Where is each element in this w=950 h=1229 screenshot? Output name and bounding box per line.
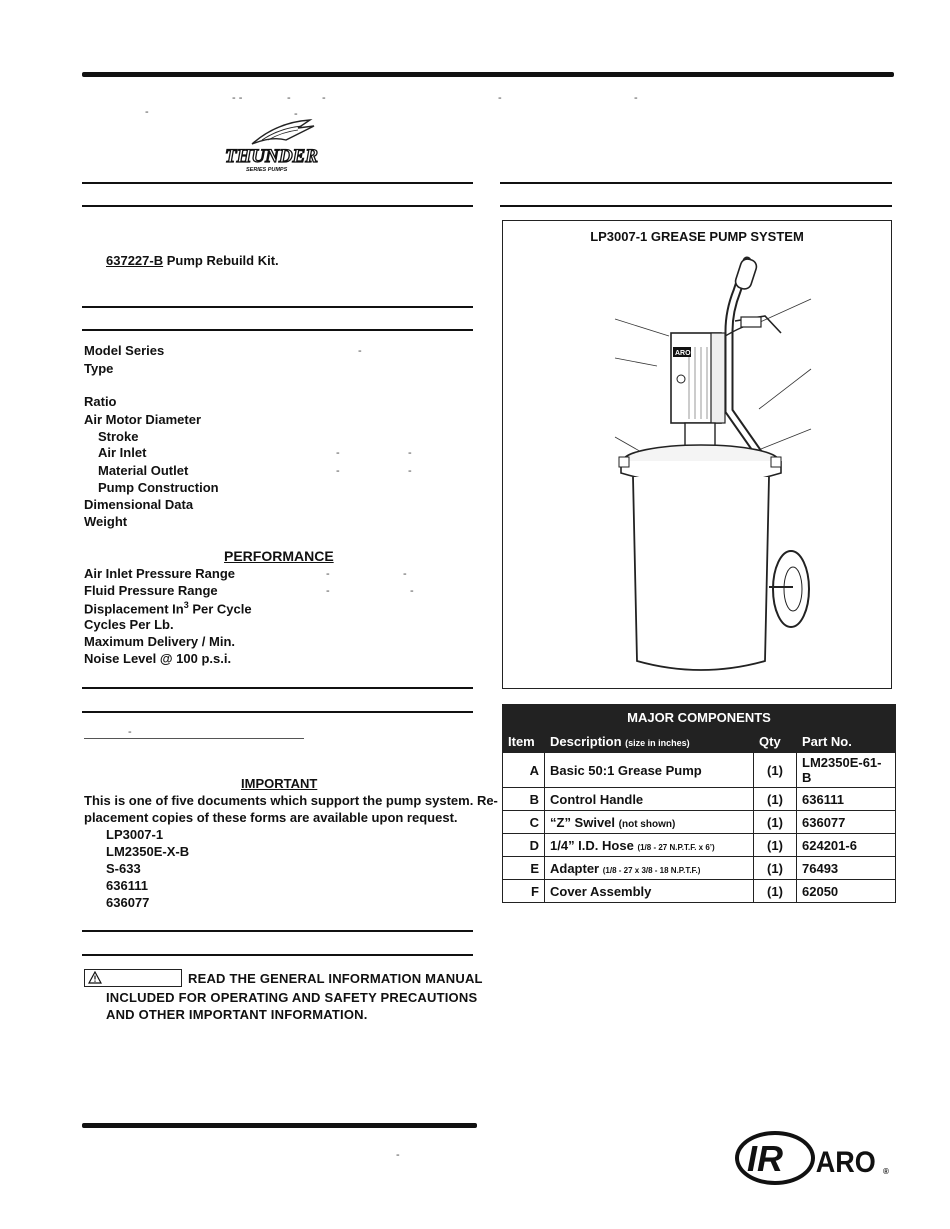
pump-brand-label: ARO: [675, 350, 691, 357]
table-row: [503, 811, 896, 834]
section-rule: [82, 930, 473, 932]
cell-description: [545, 788, 754, 811]
perf-label-part: Per Cycle: [188, 601, 252, 617]
section-rule: [500, 182, 892, 184]
section-rule: [82, 954, 473, 956]
perf-dash: -: [326, 585, 330, 597]
related-mark: -: [128, 726, 132, 738]
header-mark: - -: [232, 92, 243, 104]
header-mark: -: [634, 92, 638, 104]
table-caption: MAJOR COMPONENTS: [503, 705, 896, 730]
warning-box: [84, 969, 182, 987]
spec-label: Ratio: [84, 394, 117, 409]
header-mark: -: [294, 108, 298, 120]
cell-part: 62050: [797, 880, 896, 903]
cell-description: [545, 753, 754, 788]
cell-description: [545, 834, 754, 857]
col-header-item: Item: [503, 730, 545, 753]
cell-qty: (1): [754, 857, 797, 880]
header-mark: -: [287, 92, 291, 104]
cell-part: 76493: [797, 857, 896, 880]
ir-aro-logo: [733, 1128, 893, 1188]
header-mark: -: [322, 92, 326, 104]
cell-description: [545, 880, 754, 903]
col-header-description-text: Description: [550, 733, 622, 749]
section-rule: [82, 205, 473, 207]
cell-description-text: 1/4” I.D. Hose: [550, 837, 634, 853]
document-item: 636077: [106, 895, 150, 910]
warning-triangle-icon: [88, 971, 102, 984]
table-row: [503, 753, 896, 788]
col-header-description: [545, 730, 754, 753]
cell-item: A: [503, 753, 545, 788]
cell-description-text: “Z” Swivel: [550, 814, 616, 830]
perf-label: Noise Level @ 100 p.s.i.: [84, 651, 232, 666]
spec-dash: -: [336, 465, 340, 477]
section-rule: [82, 306, 473, 308]
perf-label: Air Inlet Pressure Range: [84, 566, 235, 581]
perf-label-part: Displacement In: [84, 601, 184, 617]
ir-mark: IR: [747, 1138, 783, 1179]
important-heading: IMPORTANT: [241, 776, 318, 791]
figure-title: LP3007-1 GREASE PUMP SYSTEM: [590, 229, 804, 244]
spec-label: Weight: [84, 514, 128, 529]
kit-text: Pump Rebuild Kit.: [163, 253, 279, 268]
col-header-part: Part No.: [797, 730, 896, 753]
col-header-description-note: (size in inches): [625, 737, 690, 748]
cell-qty: (1): [754, 880, 797, 903]
perf-label: Fluid Pressure Range: [84, 583, 218, 598]
table-row: [503, 857, 896, 880]
cell-item: E: [503, 857, 545, 880]
spec-label: Air Inlet: [98, 445, 147, 460]
table-row: [503, 880, 896, 903]
section-rule: [500, 205, 892, 207]
col-header-qty: Qty: [754, 730, 797, 753]
spec-dash: -: [408, 447, 412, 459]
aro-mark: ARO: [815, 1145, 876, 1180]
table-header-row: [503, 730, 896, 753]
cell-description: [545, 857, 754, 880]
related-underline: [84, 738, 304, 739]
perf-label: Maximum Delivery / Min.: [84, 634, 235, 649]
header-mark: -: [498, 92, 502, 104]
spec-label: Air Motor Diameter: [84, 412, 202, 427]
cell-description-text: Cover Assembly: [550, 883, 652, 899]
cell-part: LM2350E-61-B: [797, 753, 896, 788]
cell-part: 636111: [797, 788, 896, 811]
spec-label: Material Outlet: [98, 463, 189, 478]
thunder-subtitle: SERIES PUMPS: [246, 167, 288, 173]
perf-label-sup: 3: [183, 600, 189, 610]
cell-item: C: [503, 811, 545, 834]
table-row: [503, 788, 896, 811]
important-text: This is one of five documents which support the pump system. Re-: [84, 793, 498, 808]
spec-dash: -: [408, 465, 412, 477]
cell-item: D: [503, 834, 545, 857]
cell-qty: (1): [754, 753, 797, 788]
cell-part: 624201-6: [797, 834, 896, 857]
footer-rule: [82, 1123, 477, 1128]
document-item: LM2350E-X-B: [106, 844, 190, 859]
warning-text: INCLUDED FOR OPERATING AND SAFETY PRECAUTIONS: [106, 990, 478, 1005]
pump-system-figure: [502, 220, 892, 689]
section-rule: [82, 687, 473, 689]
warning-text: READ THE GENERAL INFORMATION MANUAL: [188, 971, 483, 986]
header-mark: -: [145, 106, 149, 118]
important-text: placement copies of these forms are available upon request.: [84, 810, 458, 825]
document-item: LP3007-1: [106, 827, 164, 842]
grease-pump-illustration: [503, 221, 891, 688]
section-rule: [82, 182, 473, 184]
spec-dash: -: [358, 345, 362, 357]
thunder-series-logo: [222, 118, 332, 174]
header-rule: [82, 72, 894, 77]
cell-description-note: (not shown): [618, 818, 676, 830]
kit-part-link[interactable]: 637227-B: [106, 253, 164, 268]
cell-item: B: [503, 788, 545, 811]
perf-label: Cycles Per Lb.: [84, 617, 174, 632]
rebuild-kit-line: [106, 253, 279, 268]
spec-dash: -: [336, 447, 340, 459]
cell-qty: (1): [754, 811, 797, 834]
spec-label: Type: [84, 361, 114, 376]
spec-label: Model Series: [84, 343, 165, 358]
warning-text: AND OTHER IMPORTANT INFORMATION.: [106, 1007, 368, 1022]
perf-dash: -: [410, 585, 414, 597]
registered-mark: ®: [883, 1167, 889, 1176]
section-rule: [82, 329, 473, 331]
cell-description-text: Control Handle: [550, 791, 644, 807]
cell-description-note: (1/8 - 27 N.P.T.F. x 6’): [637, 842, 715, 852]
major-components-table: [502, 704, 896, 903]
section-rule: [82, 711, 473, 713]
cell-qty: (1): [754, 788, 797, 811]
cell-description-text: Basic 50:1 Grease Pump: [550, 762, 702, 778]
document-item: S-633: [106, 861, 141, 876]
perf-label: [84, 600, 252, 616]
cell-description-text: Adapter: [550, 860, 600, 876]
performance-heading: PERFORMANCE: [224, 548, 334, 564]
footer-mark: -: [396, 1149, 400, 1161]
perf-dash: -: [326, 568, 330, 580]
perf-dash: -: [403, 568, 407, 580]
cell-qty: (1): [754, 834, 797, 857]
table-row: [503, 834, 896, 857]
spec-label: Stroke: [98, 429, 139, 444]
cell-description: [545, 811, 754, 834]
cell-part: 636077: [797, 811, 896, 834]
cell-item: F: [503, 880, 545, 903]
spec-label: Pump Construction: [98, 480, 219, 495]
cell-description-note: (1/8 - 27 x 3/8 - 18 N.P.T.F.): [602, 865, 701, 875]
document-item: 636111: [106, 878, 148, 893]
thunder-wordmark: THUNDER: [225, 146, 318, 167]
spec-label: Dimensional Data: [84, 497, 194, 512]
